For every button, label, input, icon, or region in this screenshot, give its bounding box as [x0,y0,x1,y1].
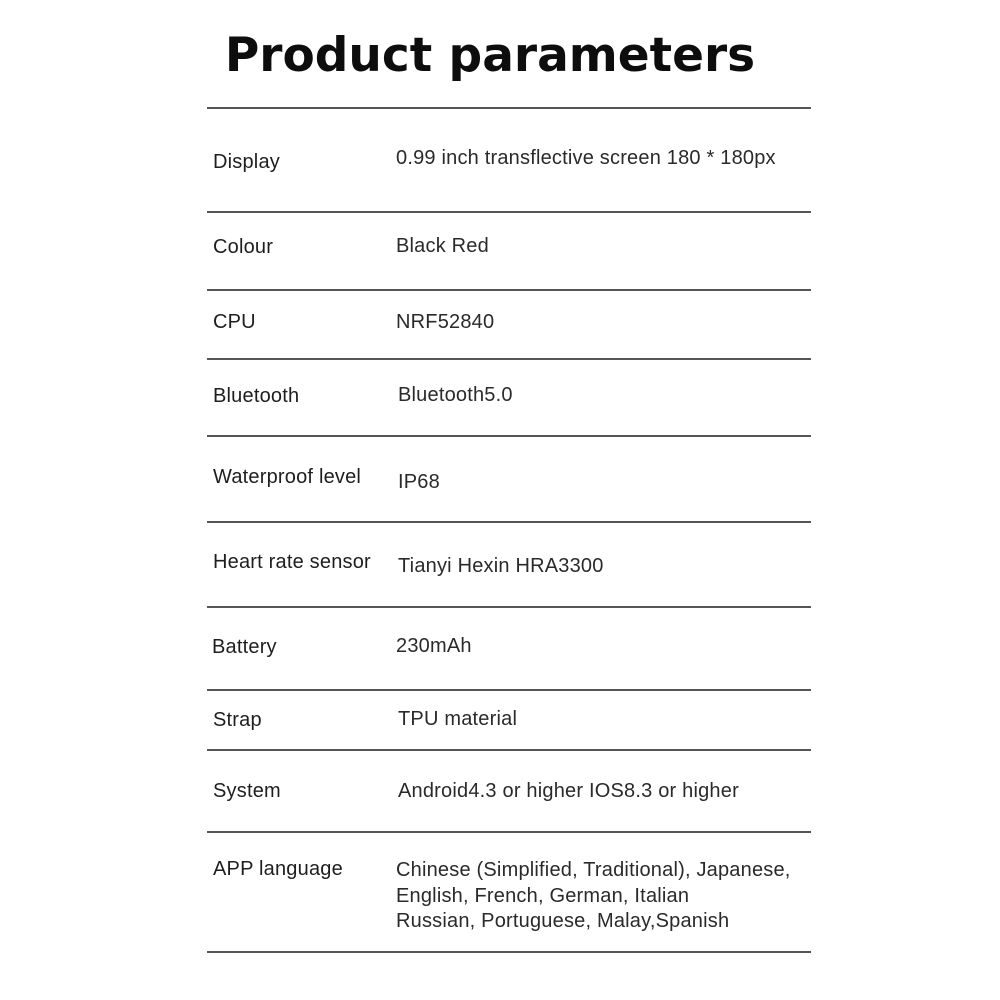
table-divider [207,211,811,213]
table-divider [207,606,811,608]
param-label-system: System [213,780,281,802]
table-divider [207,749,811,751]
param-value-app-language-line-1: Chinese (Simplified, Traditional), Japanese, [396,859,791,881]
param-value-cpu: NRF52840 [396,311,495,333]
param-value-app-language-line-3: Russian, Portuguese, Malay,Spanish [396,910,730,932]
param-value-system: Android4.3 or higher IOS8.3 or higher [398,780,739,802]
table-divider [207,435,811,437]
param-label-strap: Strap [213,709,262,731]
param-label-battery: Battery [212,636,277,658]
table-divider [207,521,811,523]
table-divider [207,107,811,109]
param-value-waterproof: IP68 [398,471,440,493]
param-value-battery: 230mAh [396,635,472,657]
param-label-heart-rate: Heart rate sensor [213,551,371,573]
param-label-colour: Colour [213,236,274,258]
param-value-strap: TPU material [398,708,518,730]
table-divider [207,951,811,953]
param-value-colour: Black Red [396,235,489,257]
param-value-bluetooth: Bluetooth5.0 [398,384,513,406]
param-label-cpu: CPU [213,311,256,333]
param-label-app-language: APP language [213,858,343,880]
param-value-app-language-line-2: English, French, German, Italian [396,885,690,907]
param-label-waterproof: Waterproof level [213,466,362,488]
table-divider [207,358,811,360]
param-label-bluetooth: Bluetooth [213,385,300,407]
param-label-display: Display [213,151,280,173]
param-value-display: 0.99 inch transflective screen 180 * 180px [396,147,776,169]
table-divider [207,831,811,833]
param-value-heart-rate: Tianyi Hexin HRA3300 [398,555,604,577]
page-title: Product parameters [224,28,756,83]
table-divider [207,689,811,691]
table-divider [207,289,811,291]
